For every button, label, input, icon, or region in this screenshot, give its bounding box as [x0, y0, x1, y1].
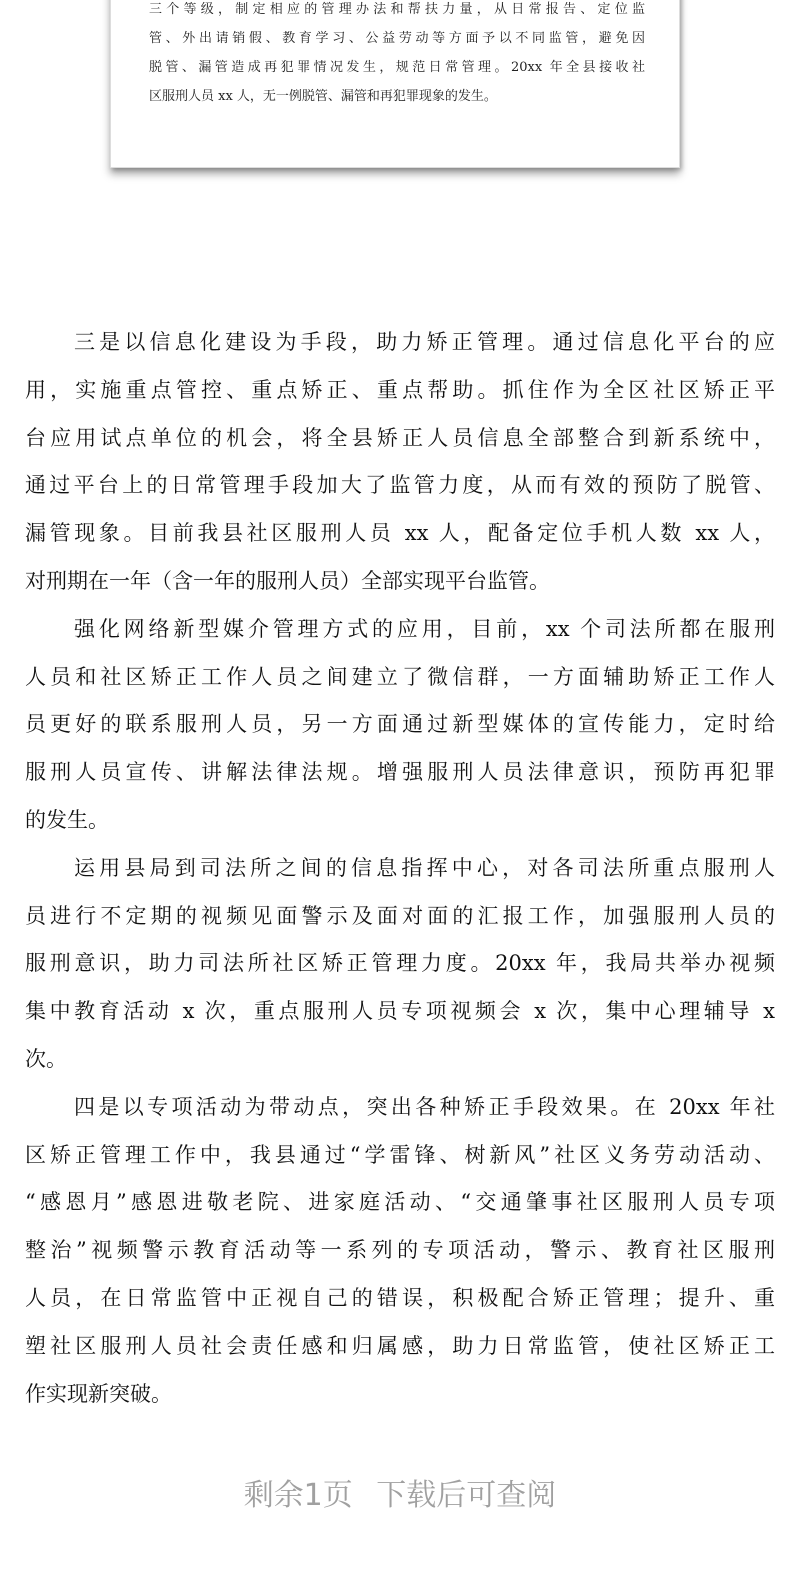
paragraph [25, 606, 775, 845]
document-body [25, 319, 775, 1418]
card-line: 脱管、漏管造成再犯罪情况发生，规范日常管理。20xx 年全县接收社 [149, 60, 645, 75]
paragraph-line: 区矫正管理工作中，我县通过“学雷锋、树新风”社区义务劳动活动、 [25, 1142, 775, 1167]
paragraph-line: 服刑意识，助力司法所社区矫正管理力度。20xx 年，我局共举办视频 [25, 951, 775, 976]
paragraph-line: 四是以专项活动为带动点，突出各种矫正手段效果。在 20xx 年社 [74, 1094, 775, 1119]
paragraph-line: 员进行不定期的视频见面警示及面对面的汇报工作，加强服刑人员的 [25, 903, 775, 928]
paragraph-line: 强化网络新型媒介管理方式的应用，目前，xx 个司法所都在服刑 [74, 616, 775, 641]
paragraph-line: 对刑期在一年（含一年的服刑人员）全部实现平台监管。 [25, 568, 550, 593]
paragraph-line: 次。 [25, 1046, 67, 1071]
download-prompt[interactable]: 剩余1页 下载后可查阅 [243, 1478, 557, 1513]
paragraph-line: 作实现新突破。 [25, 1381, 172, 1406]
paragraph-line: 运用县局到司法所之间的信息指挥中心，对各司法所重点服刑人 [74, 855, 775, 880]
paragraph-line: 人员，在日常监管中正视自己的错误，积极配合矫正管理；提升、重 [25, 1285, 775, 1310]
paragraph-line: 三是以信息化建设为手段，助力矫正管理。通过信息化平台的应 [74, 330, 775, 354]
card-line: 区服刑人员 xx 人，无一例脱管、漏管和再犯罪现象的发生。 [149, 89, 497, 104]
paragraph-line: 服刑人员宣传、讲解法律法规。增强服刑人员法律意识，预防再犯罪 [25, 760, 775, 785]
card-line: 管、外出请销假、教育学习、公益劳动等方面予以不同监管，避免因 [149, 31, 645, 46]
paragraph-line: 的发生。 [25, 807, 109, 832]
paragraph-line: 塑社区服刑人员社会责任感和归属感，助力日常监管，使社区矫正工 [25, 1333, 775, 1358]
paragraph-line: 用，实施重点管控、重点矫正、重点帮助。抓住作为全区社区矫正平 [25, 377, 775, 402]
paragraph [25, 319, 775, 606]
paragraph [25, 1084, 775, 1419]
paragraph-line: 台应用试点单位的机会，将全县矫正人员信息全部整合到新系统中， [25, 425, 775, 450]
paragraph-line: 通过平台上的日常管理手段加大了监管力度，从而有效的预防了脱管、 [25, 473, 775, 498]
card-line: 三个等级，制定相应的管理办法和帮扶力量，从日常报告、定位监 [149, 2, 645, 17]
document-preview-card [110, 0, 680, 168]
paragraph-line: 漏管现象。目前我县社区服刑人员 xx 人，配备定位手机人数 xx 人， [25, 521, 775, 546]
paragraph [25, 845, 775, 1084]
paragraph-line: 集中教育活动 x 次，重点服刑人员专项视频会 x 次，集中心理辅导 x [25, 999, 775, 1024]
paragraph-line: “感恩月”感恩进敬老院、进家庭活动、“交通肇事社区服刑人员专项 [25, 1190, 775, 1215]
paragraph-line: 人员和社区矫正工作人员之间建立了微信群，一方面辅助矫正工作人 [25, 664, 775, 689]
paragraph-line: 整治”视频警示教育活动等一系列的专项活动，警示、教育社区服刑 [25, 1238, 775, 1263]
paragraph-line: 员更好的联系服刑人员，另一方面通过新型媒体的宣传能力，定时给 [25, 712, 775, 737]
